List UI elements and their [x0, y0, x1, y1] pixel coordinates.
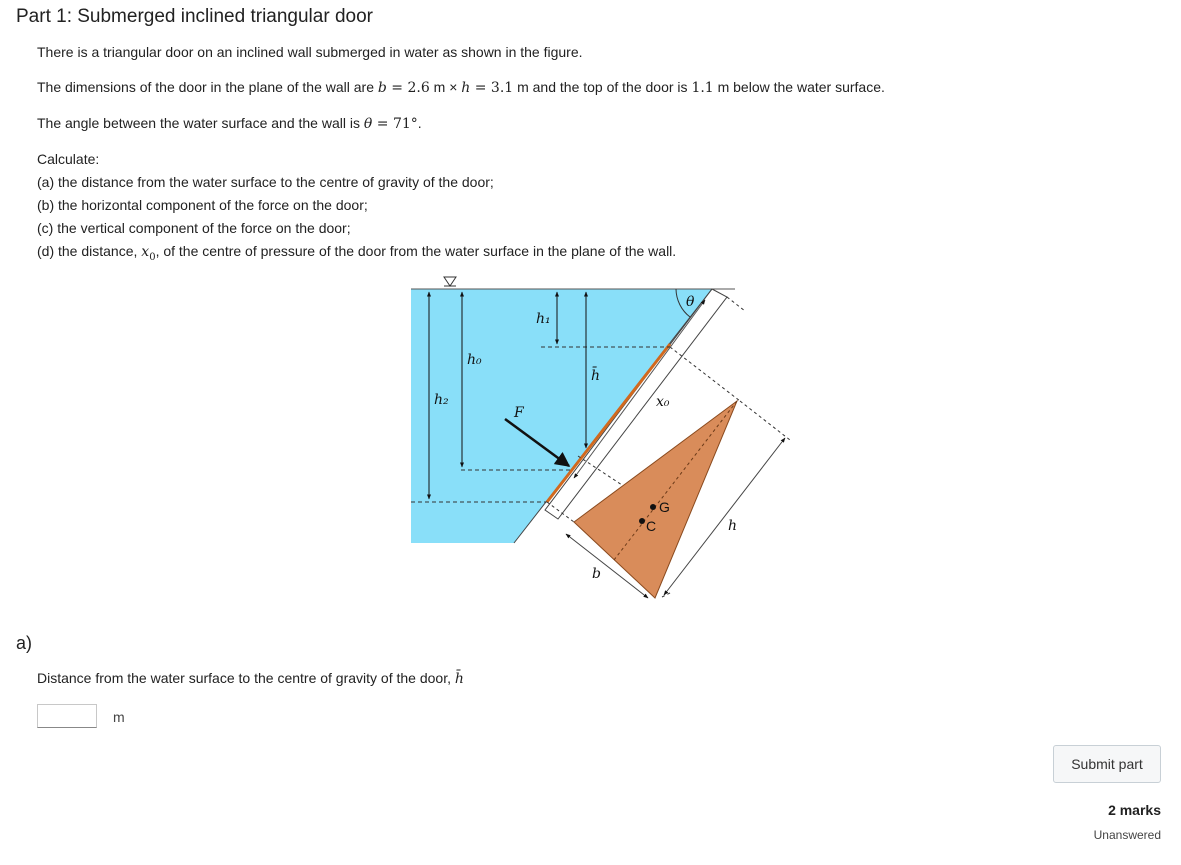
calculate-heading: Calculate:	[37, 151, 100, 167]
part-a-question	[37, 670, 464, 687]
part-a-label: a)	[16, 633, 33, 653]
dim-b-eq: = 2.6	[386, 80, 430, 96]
submit-part-button[interactable]: Submit part	[1053, 745, 1161, 783]
item-d-suffix: , of the centre of pressure of the door from the water surface in the plane of the wall.	[155, 243, 677, 259]
label-h2: h₂	[434, 392, 449, 408]
label-h0: h₀	[467, 352, 482, 368]
calculate-item-a: (a) the distance from the water surface to the centre of gravity of the door;	[37, 174, 494, 190]
calculate-item-b: (b) the horizontal component of the force on the door;	[37, 197, 368, 213]
label-F: F	[514, 405, 524, 421]
item-d-sub: 0	[149, 251, 156, 263]
item-d-prefix: (d) the distance,	[37, 243, 142, 259]
dim-suffix: m below the water surface.	[713, 79, 885, 95]
status-label: Unanswered	[1093, 828, 1161, 842]
calculate-item-c: (c) the vertical component of the force on the door;	[37, 220, 351, 236]
label-theta: θ	[686, 294, 695, 310]
part-a-question-var: h̄	[454, 671, 464, 687]
label-hbar: h̄	[591, 368, 601, 384]
angle-suffix: .	[417, 115, 422, 131]
label-C: C	[646, 518, 657, 534]
dim-b-var: b	[377, 80, 387, 96]
answer-unit: m	[113, 709, 125, 725]
dim-h-eq: = 3.1	[470, 80, 514, 96]
dim-prefix: The dimensions of the door in the plane of the wall are	[37, 79, 378, 95]
label-b: b	[592, 566, 601, 582]
angle-eq: = 71°	[372, 116, 418, 132]
marks-label: 2 marks	[1108, 802, 1161, 818]
label-G: G	[659, 499, 670, 515]
label-x0: x₀	[656, 394, 670, 410]
label-h: h	[728, 518, 738, 534]
dim-b-unit: m ×	[429, 79, 462, 95]
page-title: Part 1: Submerged inclined triangular door	[16, 6, 373, 27]
answer-input[interactable]	[37, 704, 97, 728]
free-surface-symbol	[444, 277, 456, 286]
part-a-question-text: Distance from the water surface to the centre of gravity of the door,	[37, 670, 455, 686]
angle-var: θ	[363, 116, 373, 132]
centroid-point	[650, 504, 656, 510]
label-h1: h₁	[536, 311, 551, 327]
dim-h-var: h	[461, 80, 471, 96]
dim-mid: m and the top of the door is	[513, 79, 692, 95]
intro-line-1: There is a triangular door on an inclined wall submerged in water as shown in the figure.	[37, 44, 583, 60]
dim-depth: 1.1	[691, 80, 714, 96]
angle-prefix: The angle between the water surface and the wall is	[37, 115, 364, 131]
item-d-var: x	[141, 244, 150, 260]
centre-of-pressure-point	[639, 518, 645, 524]
